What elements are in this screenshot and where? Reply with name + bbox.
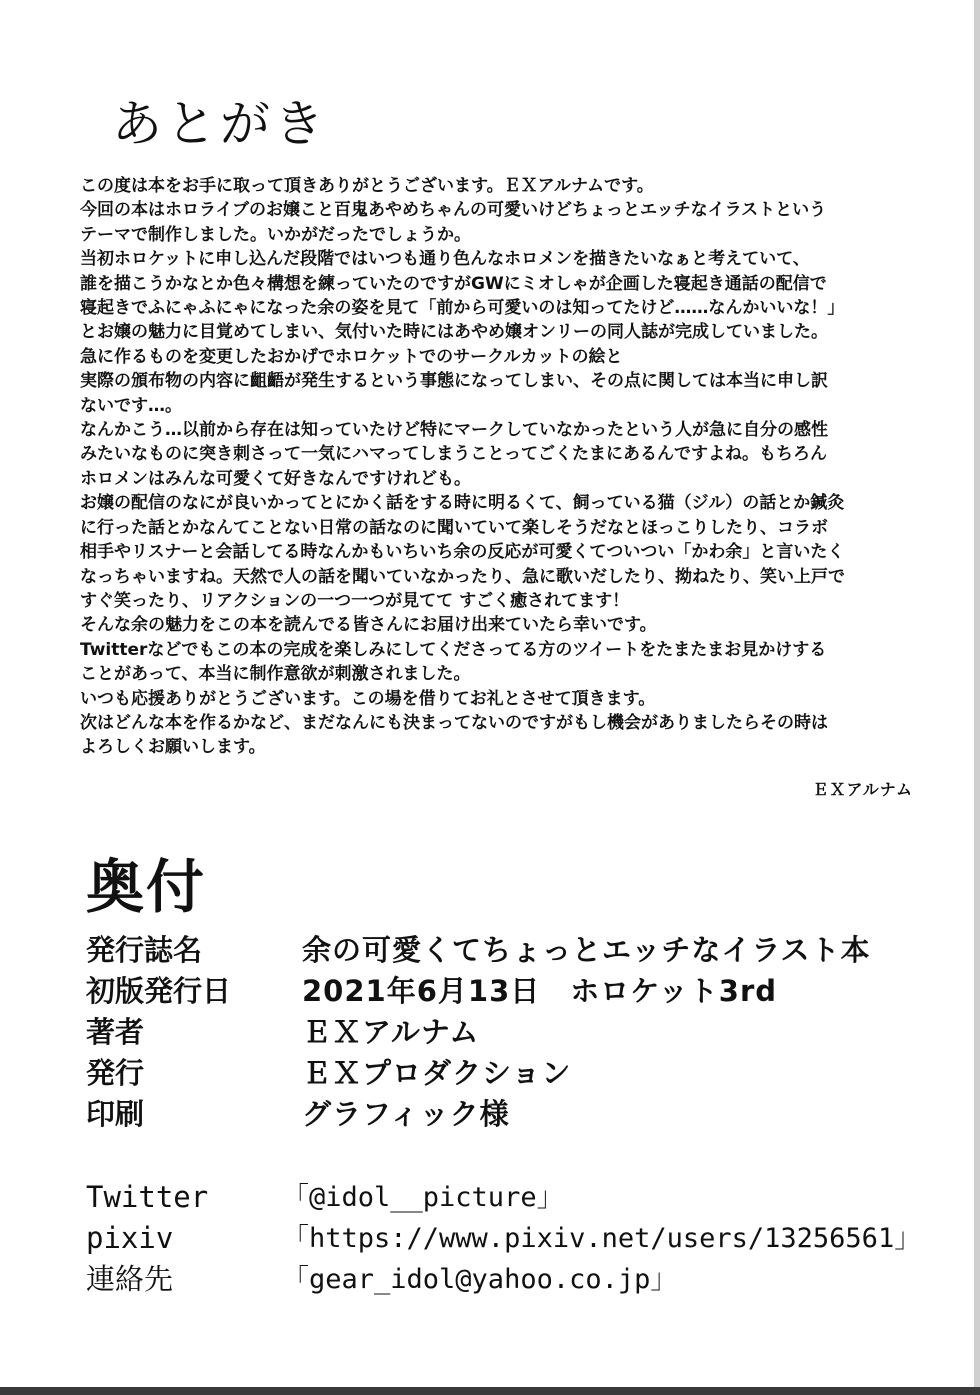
colophon-row-publication-title: [86, 930, 926, 971]
contact-label: Twitter: [86, 1180, 209, 1214]
colophon-row-first-edition-date: [86, 971, 926, 1012]
afterword-title: あとがき: [112, 95, 328, 153]
page-edge-bottom: [0, 1387, 980, 1395]
contact-row-email: [86, 1259, 926, 1300]
afterword-line: 急に作るものを変更したおかげでホロケットでのサークルカットの絵と: [80, 346, 623, 367]
colophon-title: 奥付: [86, 853, 207, 921]
colophon-value: ＥＸプロダクション: [302, 1056, 572, 1090]
colophon-value: グラフィック様: [302, 1097, 510, 1131]
page-edge-right: [974, 0, 980, 1395]
afterword-line: に行った話とかなんてことない日常の話なのに聞いていて楽しそうだなとほっこりしたり、コラボ: [80, 517, 828, 538]
colophon-value: ＥＸアルナム: [302, 1015, 480, 1049]
colophon-label: 初版発行日: [86, 974, 232, 1008]
afterword-line: ことがあって、本当に制作意欲が刺激されました。: [80, 664, 471, 685]
pixiv-url: 「https://www.pixiv.net/users/13256561」: [282, 1223, 922, 1254]
afterword-line: この度は本をお手に取って頂きありがとうございます。ＥＸアルナムです。: [80, 176, 654, 196]
afterword-line: いつも応援ありがとうございます。この場を借りてお礼とさせて頂きます。: [80, 688, 656, 709]
contact-email: 「gear_idol@yahoo.co.jp」: [282, 1264, 678, 1295]
afterword-line: 当初ホロケットに申し込んだ段階ではいつも通り色んなホロメンを描きたいなぁと考えていて、: [80, 249, 810, 270]
afterword-line: 実際の頒布物の内容に齟齬が発生するという事態になってしまい、その点に関しては本当に申し訳: [80, 371, 828, 392]
afterword-line: よろしくお願いします。: [80, 737, 266, 758]
afterword-line: なっちゃいますね。天然で人の話を聞いていなかったり、急に歌いだしたり、拗ねたり、笑い上戸で: [80, 566, 845, 587]
afterword-line: お嬢の配信のなにが良いかってとにかく話をする時に明るくて、飼っている猫（ジル）の話とか鍼灸: [80, 493, 845, 514]
colophon-table: [86, 930, 926, 1135]
afterword-line: みたいなものに突き刺さって一気にハマってしまうことってごくたまにあるんですよね。もちろん: [80, 444, 827, 465]
colophon-row-publisher: [86, 1053, 926, 1094]
afterword-line: 誰を描こうかなとか色々構想を練っていたのですがGWにミオしゃが企画した寝起き通話の配信で: [80, 273, 827, 294]
afterword-line: ホロメンはみんな可愛くて好きなんですけれども。: [80, 468, 471, 489]
afterword-line: そんな余の魅力をこの本を読んでる皆さんにお届け出来ていたら幸いです。: [80, 615, 657, 636]
colophon-row-author: [86, 1012, 926, 1053]
afterword-line: とお嬢の魅力に目覚めてしまい、気付いた時にはあやめ嬢オンリーの同人誌が完成していました。: [80, 322, 828, 343]
afterword-line: 次はどんな本を作るかなど、まだなんにも決まってないのですがもし機会がありましたらその時は: [80, 712, 828, 733]
colophon-label: 印刷: [86, 1097, 145, 1131]
afterword-line: 寝起きでふにゃふにゃになった余の姿を見て「前から可愛いのは知ってたけど……なんかいいな！」: [80, 298, 845, 319]
contact-label: 連絡先: [86, 1262, 174, 1296]
twitter-handle: 「@idol__picture」: [282, 1182, 564, 1213]
afterword-line: なんかこう…以前から存在は知っていたけど特にマークしていなかったという人が急に自分の感性: [80, 420, 828, 441]
contact-list: [86, 1177, 926, 1300]
colophon-label: 著者: [86, 1015, 145, 1049]
afterword-line: ないです…。: [80, 395, 182, 416]
contact-row-twitter: [86, 1177, 926, 1218]
contact-label: pixiv: [86, 1221, 174, 1255]
colophon-label: 発行誌名: [86, 933, 203, 967]
afterword-line: テーマで制作しました。いかがだったでしょうか。: [80, 224, 471, 245]
author-signature: ＥＸアルナム: [812, 780, 913, 799]
colophon-value: 余の可愛くてちょっとエッチなイラスト本: [302, 933, 871, 967]
afterword-line: 今回の本はホロライブのお嬢こと百鬼あやめちゃんの可愛いけどちょっとエッチなイラストという: [80, 200, 827, 221]
colophon-row-printer: [86, 1094, 926, 1135]
afterword-line: 相手やリスナーと会話してる時なんかもいちいち余の反応が可愛くてついつい「かわ余」と言いたく: [80, 542, 845, 563]
afterword-line: Twitterなどでもこの本の完成を楽しみにしてくださってる方のツイートをたまたまお見かけする: [80, 639, 827, 660]
colophon-label: 発行: [86, 1056, 145, 1090]
afterword-body: [80, 174, 925, 760]
afterword-line: すぐ笑ったり、リアクションの一つ一つが見てて すごく癒されてます！: [80, 590, 630, 611]
contact-row-pixiv: [86, 1218, 926, 1259]
colophon-value: 2021年6月13日 ホロケット3rd: [302, 974, 778, 1008]
